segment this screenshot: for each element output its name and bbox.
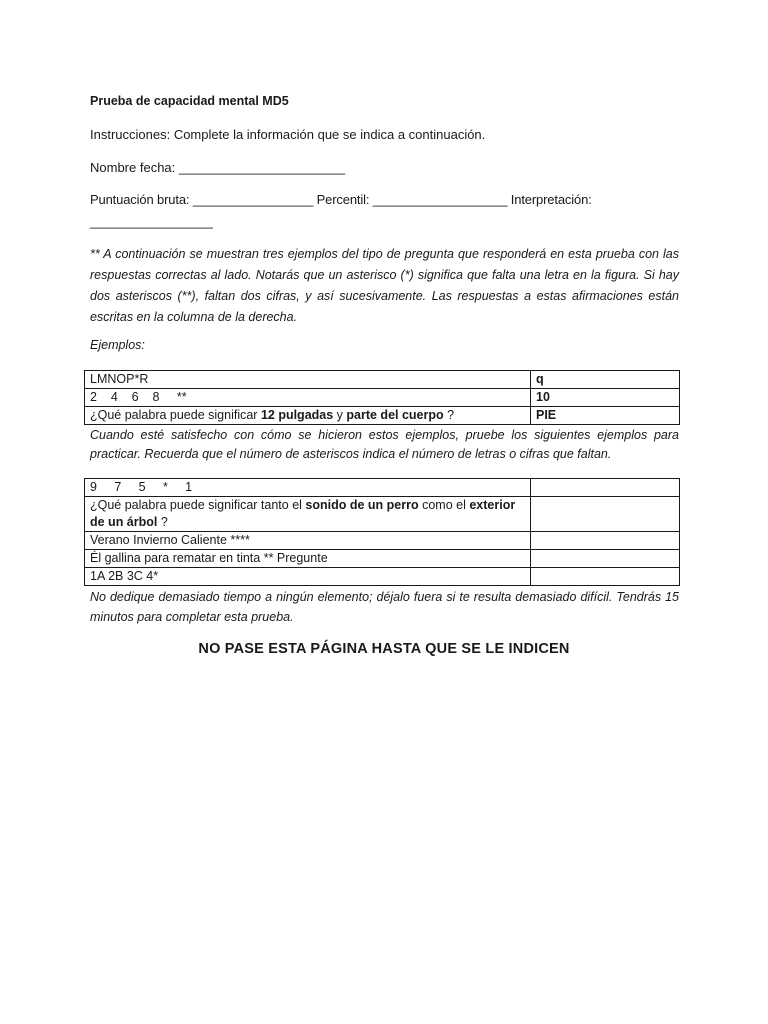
table-row <box>85 550 680 568</box>
name-date-line: Nombre fecha: _______________________ <box>90 160 346 175</box>
question-cell <box>85 407 531 425</box>
question-bold-text: parte del cuerpo <box>346 408 444 422</box>
answer-cell[interactable] <box>531 568 680 586</box>
question-text: ¿Qué palabra puede significar <box>90 408 261 422</box>
table-row <box>85 407 680 425</box>
question-cell: Verano Invierno Caliente **** <box>85 532 531 550</box>
examples-heading: Ejemplos: <box>90 338 145 352</box>
question-cell: 9 7 5 * 1 <box>85 479 531 497</box>
instructions-text: Instrucciones: Complete la información que se indica a continuación. <box>90 127 486 142</box>
answer-cell[interactable] <box>531 479 680 497</box>
score-line: Puntuación bruta: _________________ Percentil: ___________________ Interpretación: <box>90 192 592 207</box>
question-cell <box>85 497 531 532</box>
answer-cell[interactable] <box>531 550 680 568</box>
answer-cell: q <box>531 371 680 389</box>
table-row <box>85 568 680 586</box>
answer-cell: PIE <box>531 407 680 425</box>
footer-warning: NO PASE ESTA PÁGINA HASTA QUE SE LE INDICEN <box>198 641 570 657</box>
table-row <box>85 371 680 389</box>
question-text: ? <box>443 408 455 422</box>
table-row <box>85 479 680 497</box>
question-cell: LMNOP*R <box>85 371 531 389</box>
question-text: ¿Qué palabra puede significar tanto el <box>90 498 306 512</box>
time-note: No dedique demasiado tiempo a ningún elemento; déjalo fuera si te resulta demasiado difícil. Tendrás 15 minutos para completar esta prueba. <box>90 590 679 624</box>
question-bold-text: exterior de un árbol <box>90 498 516 529</box>
question-text: ? <box>157 515 168 529</box>
score-line-continuation: _________________ <box>90 214 213 229</box>
answer-cell[interactable] <box>531 532 680 550</box>
practice-table <box>84 478 680 586</box>
question-bold-text: 12 pulgadas <box>260 408 334 422</box>
question-bold-text: sonido de un perro <box>305 498 419 512</box>
examples-table <box>84 370 680 425</box>
page-title: Prueba de capacidad mental MD5 <box>90 94 289 108</box>
table-row <box>85 497 680 532</box>
question-cell: 2 4 6 8 ** <box>85 389 531 407</box>
intro-paragraph: ** A continuación se muestran tres ejemplos del tipo de pregunta que responderá en esta prueba con las respuestas correctas al lado. Notarás que un asterisco (*) significa que falta una letra en la figura. Si hay dos asteriscos (**), faltan dos cifras, y así sucesivamente. Las respuestas a estas afirmaciones están escritas en la columna de la derecha. <box>90 247 679 324</box>
table-row <box>85 389 680 407</box>
answer-cell: 10 <box>531 389 680 407</box>
question-cell: Él gallina para rematar en tinta ** Pregunte <box>85 550 531 568</box>
answer-cell[interactable] <box>531 497 680 532</box>
practice-note: Cuando esté satisfecho con cómo se hicieron estos ejemplos, pruebe los siguientes ejemplos para practicar. Recuerda que el número de asteriscos indica el número de letras o cifras que faltan. <box>90 428 679 461</box>
question-text: y <box>333 408 347 422</box>
question-text: como el <box>418 498 470 512</box>
question-cell: 1A 2B 3C 4* <box>85 568 531 586</box>
table-row <box>85 532 680 550</box>
